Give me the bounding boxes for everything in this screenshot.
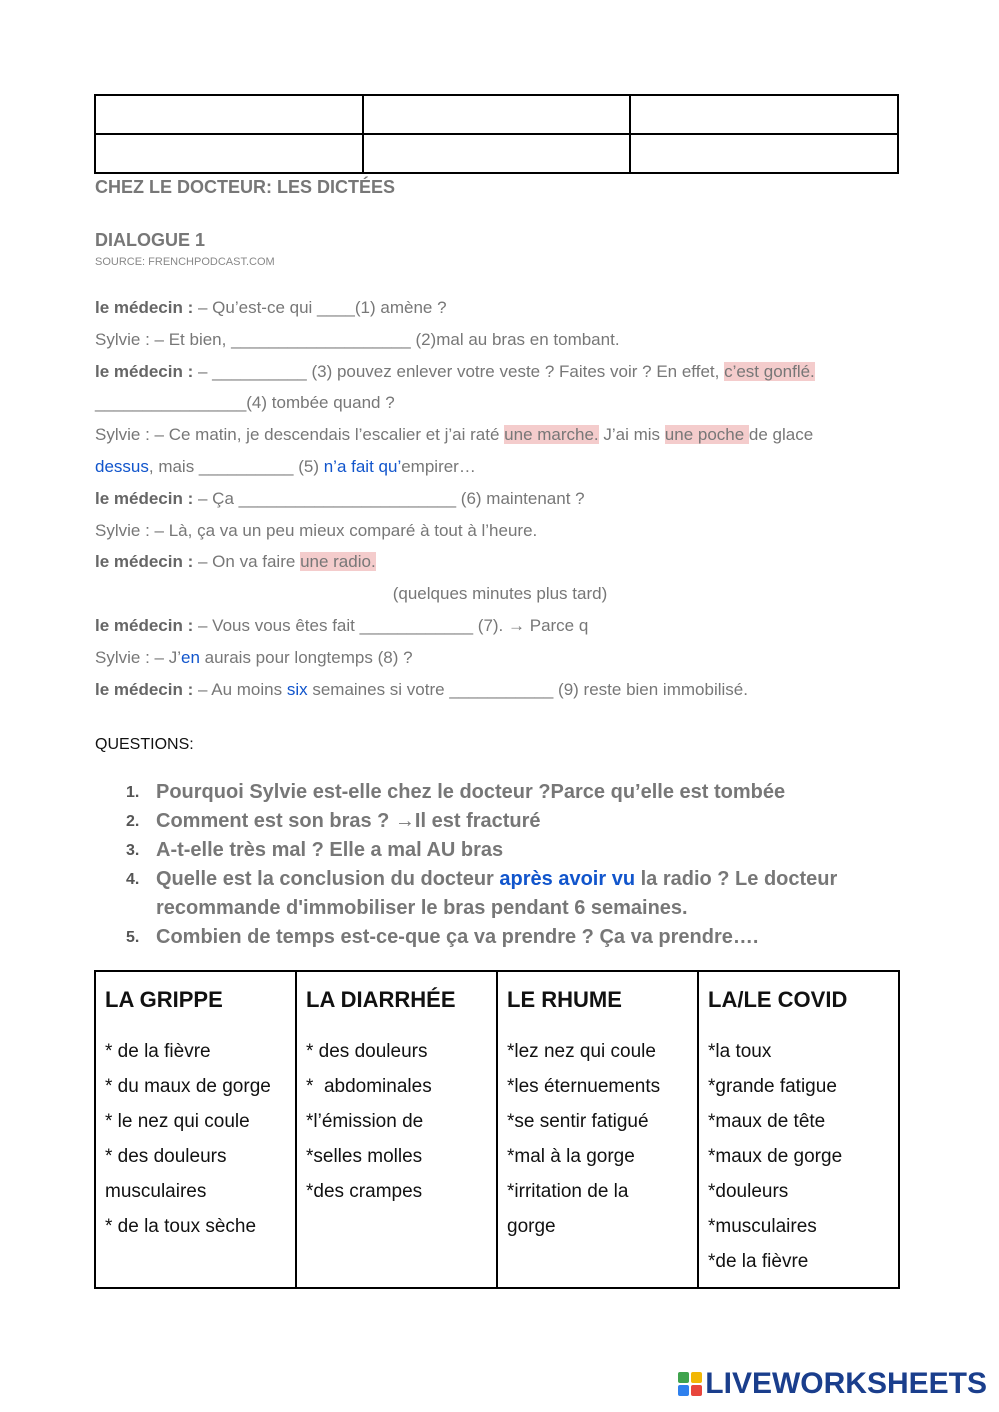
column-heading: LA DIARRHÉE [306,987,456,1012]
speaker-medecin: le médecin : [95,679,194,699]
symptom-item: *de la fièvre [708,1251,809,1272]
column-heading: LA GRIPPE [105,987,223,1012]
dialogue-line [95,642,905,674]
dialogue-line [95,515,905,547]
dialogue-line [95,356,905,388]
symptom-item: *se sentir fatigué [507,1111,649,1132]
header-cell [95,95,363,134]
line-text: – Qu’est-ce qui ____(1) amène ? [198,298,447,317]
question-text: Combien de temps est-ce-que ça va prendre ? Ça va prendre…. [156,926,759,948]
speaker-medecin: le médecin : [95,361,194,381]
symptom-item: *maux de gorge [708,1146,843,1167]
speaker-medecin: le médecin : [95,488,194,508]
symptom-item: * du maux de gorge [105,1076,271,1097]
question-item [120,865,910,923]
line-text: – Ça _______________________ (6) maintenant ? [198,488,585,508]
speaker-medecin: le médecin : [95,298,194,317]
source-note: SOURCE: FRENCHPODCAST.COM [95,256,275,268]
line-text: aurais pour longtemps (8) ? [199,647,413,667]
stage-direction: (quelques minutes plus tard) [392,584,608,604]
symptom-item: *mal à la gorge [507,1146,635,1167]
header-cell [363,95,631,134]
symptom-item: * des douleurs [105,1146,227,1167]
logo-block [678,1372,689,1383]
dialogue-line [95,419,905,451]
questions-label: QUESTIONS: [95,736,194,753]
symptom-item: musculaires [105,1181,207,1202]
symptom-item: *musculaires [708,1216,817,1237]
dialogue-line [95,324,905,356]
symptom-column-grippe [95,971,296,1288]
speaker-medecin: le médecin : [95,615,194,635]
header-table [94,94,899,174]
dialogue-line [95,292,905,324]
logo-block [691,1372,702,1383]
symptom-item: * de la fièvre [105,1041,211,1062]
symptom-item: *la toux [708,1041,772,1062]
question-number: 2. [126,813,140,830]
question-text: A-t-elle très mal ? Elle a mal AU bras [156,839,504,861]
line-text: de glace [748,425,814,445]
question-number: 3. [126,842,140,859]
header-cell [95,134,363,173]
question-number: 1. [126,784,140,801]
question-text: Comment est son bras ? →Il est fracturé [156,810,541,832]
line-text: , mais __________ (5) [148,456,324,476]
column-heading: LA/LE COVID [708,987,848,1012]
question-number: 4. [126,871,140,888]
column-heading: LE RHUME [507,987,622,1012]
symptom-item: *des crampes [306,1181,423,1202]
highlight: une marche. [504,425,599,445]
dialogue-line [95,451,905,483]
blue-text: dessus [95,456,149,476]
dialogue-text [95,292,905,705]
dialogue-line [95,578,905,610]
header-cell [363,134,631,173]
blue-text: en [181,647,200,667]
question-item [120,836,910,865]
brand-name: LIVEWORKSHEETS [705,1367,987,1400]
speaker-sylvie: Sylvie : [95,520,150,540]
header-cell [630,95,898,134]
line-text: – Ce matin, je descendais l’escalier et j’ai raté [154,425,505,445]
symptom-column-covid [698,971,899,1288]
dialogue-line [95,674,905,706]
symptom-item: *maux de tête [708,1111,826,1132]
line-text: J’ai mis [598,425,665,445]
question-item [120,923,910,952]
line-text: ________________(4) tombée quand ? [95,393,395,413]
line-text: empirer… [401,456,476,476]
header-cell [630,134,898,173]
highlight: une radio. [300,552,376,572]
question-text: Quelle est la conclusion du docteur [156,868,500,890]
question-text: Pourquoi Sylvie est-elle chez le docteur ?Parce qu’elle est tombée [156,781,786,803]
page-title: CHEZ LE DOCTEUR: LES DICTÉES [95,177,396,197]
line-text: – Là, ça va un peu mieux comparé à tout à l’heure. [154,520,538,540]
line-text: – Vous vous êtes fait ____________ (7). → Parce q [198,615,589,635]
symptom-item: *selles molles [306,1146,423,1167]
logo-blocks-icon [678,1372,702,1396]
blue-text: après avoir vu [499,868,636,890]
symptom-item: *les éternuements [507,1076,661,1097]
symptom-item: *douleurs [708,1181,789,1202]
line-text: – __________ (3) pouvez enlever votre veste ? Faites voir ? En effet, [198,361,725,381]
blue-text: six [286,679,308,699]
speaker-sylvie: Sylvie : [95,425,150,445]
dialogue-line [95,483,905,515]
symptom-item: *l’émission de [306,1111,424,1132]
dialogue-line [95,610,905,642]
line-text: – Au moins [198,679,287,699]
highlight: une poche [664,425,749,445]
questions-list [120,778,910,952]
symptom-item: * des douleurs [306,1041,428,1062]
symptom-column-rhume [497,971,698,1288]
line-text: – On va faire [198,552,301,572]
symptom-item: *grande fatigue [708,1076,837,1097]
speaker-sylvie: Sylvie : [95,647,150,667]
line-text: semaines si votre ___________ (9) reste bien immobilisé. [307,679,748,699]
logo-block [678,1385,689,1396]
symptom-item: * le nez qui coule [105,1111,250,1132]
symptom-item: *lez nez qui coule [507,1041,656,1062]
question-item [120,807,910,836]
question-number: 5. [126,929,140,946]
speaker-sylvie: Sylvie : [95,329,150,349]
liveworksheets-logo[interactable] [678,1366,987,1402]
dialogue-heading: DIALOGUE 1 [95,230,206,250]
speaker-medecin: le médecin : [95,552,194,572]
symptom-item: gorge [507,1216,556,1237]
logo-block [691,1385,702,1396]
blue-text: n’a fait qu’ [323,456,402,476]
highlight: c’est gonflé. [724,361,815,381]
symptom-column-diarrhee [296,971,497,1288]
dialogue-line [95,387,905,419]
symptom-item: * de la toux sèche [105,1216,257,1237]
dialogue-line [95,546,905,578]
symptom-item: * abdominales [306,1076,432,1097]
symptom-item: *irritation de la [507,1181,629,1202]
line-text: – Et bien, ___________________ (2)mal au bras en tombant. [154,329,620,349]
question-text: la radio ? Le docteur recommande d'immobiliser le bras pendant 6 semaines. [156,868,838,919]
symptoms-table [94,970,900,1289]
question-item [120,778,910,807]
line-text: – J’ [154,647,181,667]
